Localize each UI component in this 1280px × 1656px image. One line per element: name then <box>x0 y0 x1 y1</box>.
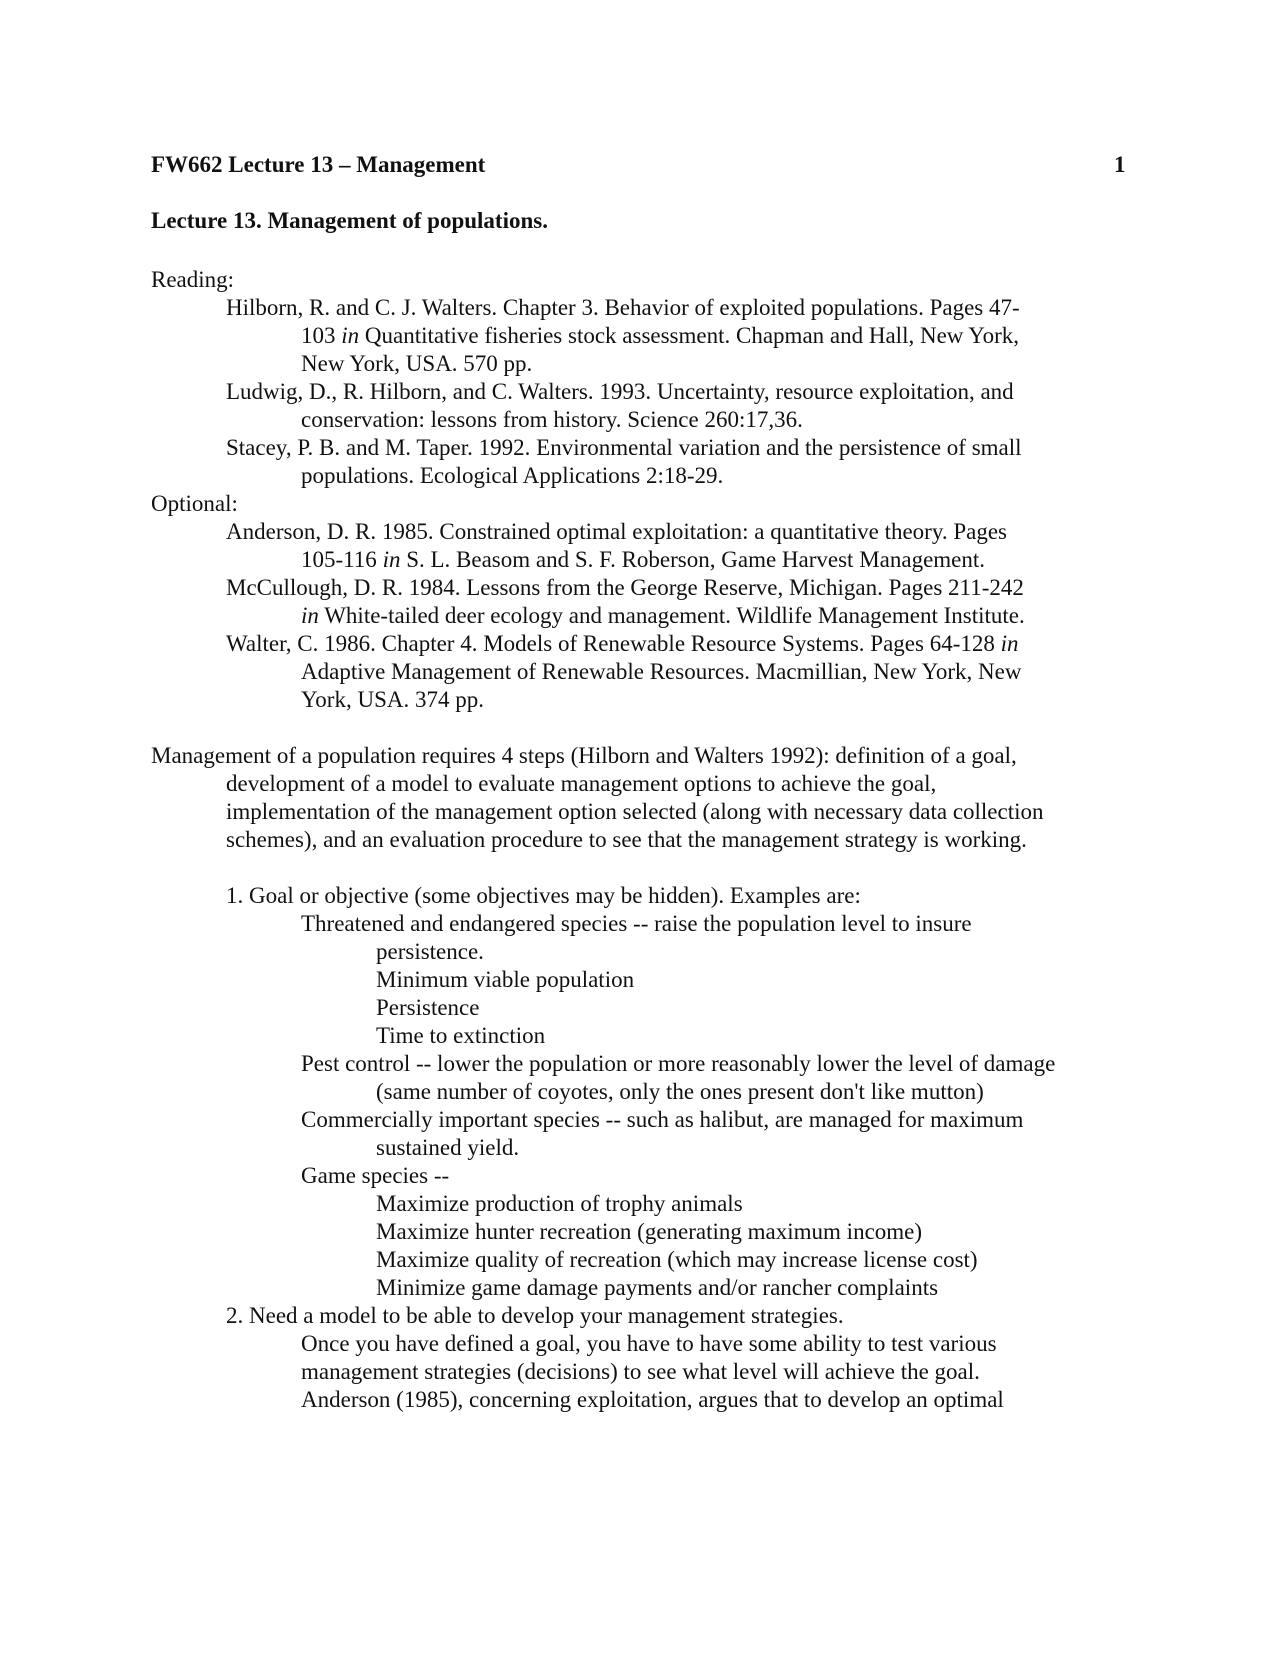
intro-line: schemes), and an evaluation procedure to see that the management strategy is working. <box>226 827 1027 852</box>
game-line: Maximize production of trophy animals <box>376 1191 743 1216</box>
optional-ref-walter-cont2: York, USA. 374 pp. <box>301 687 484 712</box>
optional-ref-walter: Walter, C. 1986. Chapter 4. Models of Renewable Resource Systems. Pages 64-128 in <box>226 631 1019 656</box>
intro-line: Management of a population requires 4 steps (Hilborn and Walters 1992): definition of a goal, <box>151 743 1017 768</box>
step2-line: Anderson (1985), concerning exploitation, argues that to develop an optimal <box>301 1387 1004 1412</box>
reading-ref-stacey: Stacey, P. B. and M. Taper. 1992. Environmental variation and the persistence of small <box>226 435 1022 460</box>
pest-line: (same number of coyotes, only the ones present don't like mutton) <box>376 1079 984 1104</box>
optional-ref-walter-cont: Adaptive Management of Renewable Resources. Macmillian, New York, New <box>301 659 1022 684</box>
header-title: FW662 Lecture 13 – Management <box>151 152 486 177</box>
reading-ref-ludwig: Ludwig, D., R. Hilborn, and C. Walters. 1993. Uncertainty, resource exploitation, and <box>226 379 1014 404</box>
threatened-line: Minimum viable population <box>376 967 635 992</box>
reading-ref-stacey-cont: populations. Ecological Applications 2:18-29. <box>301 463 724 488</box>
lecture-title: Lecture 13. Management of populations. <box>151 208 548 233</box>
step2-line: management strategies (decisions) to see what level will achieve the goal. <box>301 1359 980 1384</box>
threatened-line: Persistence <box>376 995 480 1020</box>
page-number: 1 <box>1114 152 1126 177</box>
threatened-line: Time to extinction <box>376 1023 546 1048</box>
threatened-line: persistence. <box>376 939 484 964</box>
commercial-line: sustained yield. <box>376 1135 520 1160</box>
optional-ref-anderson-cont: 105-116 in S. L. Beasom and S. F. Roberson, Game Harvest Management. <box>301 547 986 572</box>
reading-label: Reading: <box>151 267 235 292</box>
step2-heading: 2. Need a model to be able to develop your management strategies. <box>226 1303 844 1328</box>
reading-ref-hilborn-cont2: New York, USA. 570 pp. <box>301 351 533 376</box>
reading-ref-hilborn-cont: 103 in Quantitative fisheries stock assessment. Chapman and Hall, New York, <box>301 323 1019 348</box>
intro-line: development of a model to evaluate management options to achieve the goal, <box>226 771 937 796</box>
commercial-line: Commercially important species -- such as halibut, are managed for maximum <box>301 1107 1024 1132</box>
optional-ref-mccullough-cont: in White-tailed deer ecology and management. Wildlife Management Institute. <box>301 603 1025 628</box>
game-line: Game species -- <box>301 1163 450 1188</box>
reading-ref-ludwig-cont: conservation: lessons from history. Science 260:17,36. <box>301 407 803 432</box>
step1-heading: 1. Goal or objective (some objectives may be hidden). Examples are: <box>226 883 861 908</box>
game-line: Minimize game damage payments and/or rancher complaints <box>376 1275 939 1300</box>
game-line: Maximize quality of recreation (which may increase license cost) <box>376 1247 978 1272</box>
step2-line: Once you have defined a goal, you have to have some ability to test various <box>301 1331 997 1356</box>
intro-line: implementation of the management option selected (along with necessary data collection <box>226 799 1044 824</box>
game-line: Maximize hunter recreation (generating maximum income) <box>376 1219 923 1244</box>
optional-ref-mccullough: McCullough, D. R. 1984. Lessons from the George Reserve, Michigan. Pages 211-242 <box>226 575 1024 600</box>
optional-ref-anderson: Anderson, D. R. 1985. Constrained optimal exploitation: a quantitative theory. Pages <box>226 519 1008 544</box>
optional-label: Optional: <box>151 491 238 516</box>
reading-ref-hilborn: Hilborn, R. and C. J. Walters. Chapter 3. Behavior of exploited populations. Pages 47- <box>226 295 1020 320</box>
threatened-line: Threatened and endangered species -- raise the population level to insure <box>301 911 972 936</box>
pest-line: Pest control -- lower the population or more reasonably lower the level of damage <box>301 1051 1056 1076</box>
